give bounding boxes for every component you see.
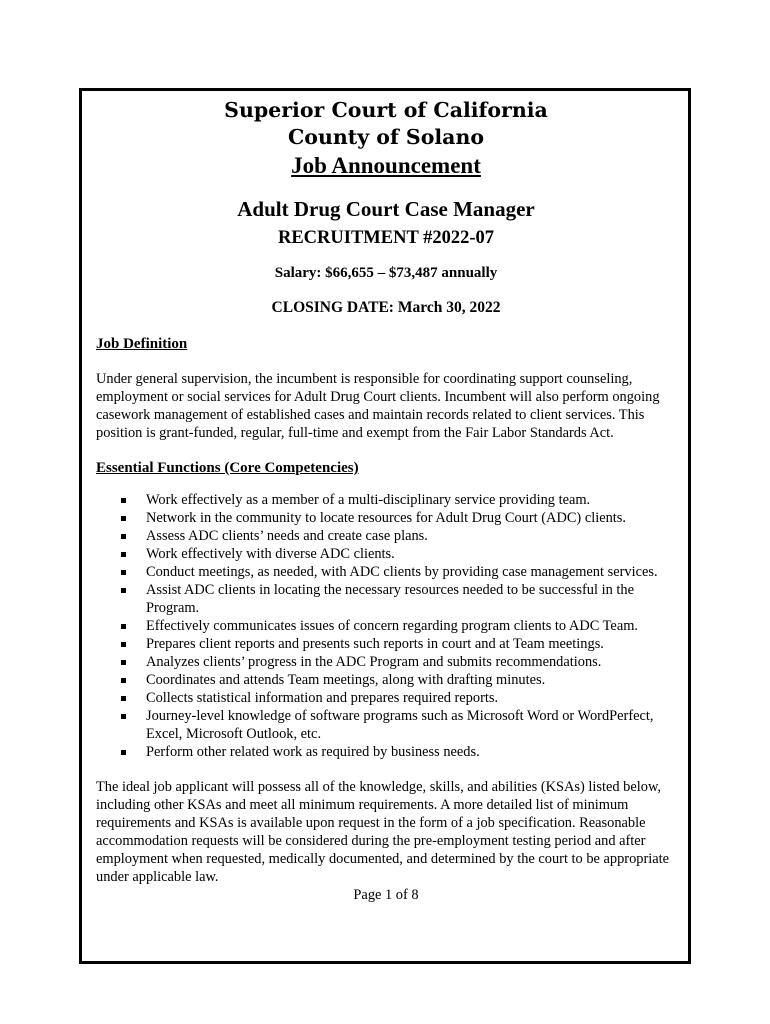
square-bullet-icon: [121, 624, 126, 629]
list-item: Analyzes clients’ progress in the ADC Program and submits recommendations.: [96, 653, 676, 671]
essential-functions-list: [96, 491, 676, 761]
essential-functions-heading: Essential Functions (Core Competencies): [96, 460, 359, 476]
list-item: Perform other related work as required by business needs.: [96, 743, 676, 761]
square-bullet-icon: [121, 552, 126, 557]
position-title: Adult Drug Court Case Manager: [237, 197, 535, 221]
list-item: Network in the community to locate resources for Adult Drug Court (ADC) clients.: [96, 509, 676, 527]
salary-line: Salary: $66,655 – $73,487 annually: [274, 265, 498, 281]
job-definition-text: Under general supervision, the incumbent is responsible for coordinating support counseling, employment or social services for Adult Drug Court clients. Incumbent will also perform ongoing casework management of established cases and maintain records related to client services. This position is grant-funded, regular, full-time and exempt from the Fair Labor Standards Act.: [96, 371, 660, 441]
square-bullet-icon: [121, 570, 126, 575]
list-item: Work effectively as a member of a multi-disciplinary service providing team.: [96, 491, 676, 509]
square-bullet-icon: [121, 714, 126, 719]
square-bullet-icon: [121, 678, 126, 683]
document-content: [96, 91, 676, 904]
list-item: Prepares client reports and presents such reports in court and at Team meetings.: [96, 635, 676, 653]
square-bullet-icon: [121, 750, 126, 755]
square-bullet-icon: [121, 498, 126, 503]
list-item: Collects statistical information and prepares required reports.: [96, 689, 676, 707]
square-bullet-icon: [121, 534, 126, 539]
ksa-paragraph: The ideal job applicant will possess all of the knowledge, skills, and abilities (KSAs) listed below, including other KSAs and meet all minimum requirements. A more detailed list of minimum requirements and KSAs is available upon request in the form of a job specification. Reasonable accommodation requests will be considered during the pre-employment testing period and after employment when requested, medically documented, and determined by the court to be appropriate under applicable law.: [96, 779, 670, 885]
square-bullet-icon: [121, 588, 126, 593]
court-name: Superior Court of California: [224, 98, 548, 122]
list-item: Journey-level knowledge of software programs such as Microsoft Word or WordPerfect, Excel, Microsoft Outlook, etc.: [96, 707, 676, 743]
list-item: Coordinates and attends Team meetings, along with drafting minutes.: [96, 671, 676, 689]
square-bullet-icon: [121, 516, 126, 521]
list-item: Conduct meetings, as needed, with ADC clients by providing case management services.: [96, 563, 676, 581]
closing-date: CLOSING DATE: March 30, 2022: [271, 299, 501, 316]
list-item: Assess ADC clients’ needs and create case plans.: [96, 527, 676, 545]
page-number: Page 1 of 8: [353, 887, 419, 903]
job-definition-heading: Job Definition: [96, 336, 188, 352]
county-name: County of Solano: [287, 125, 485, 149]
list-item: Assist ADC clients in locating the necessary resources needed to be successful in the Program.: [96, 581, 676, 617]
square-bullet-icon: [121, 642, 126, 647]
square-bullet-icon: [121, 696, 126, 701]
square-bullet-icon: [121, 660, 126, 665]
list-item: Work effectively with diverse ADC clients.: [96, 545, 676, 563]
document-page-frame: [79, 88, 691, 964]
document-type-heading: Job Announcement: [291, 153, 481, 178]
list-item: Effectively communicates issues of concern regarding program clients to ADC Team.: [96, 617, 676, 635]
recruitment-number: RECRUITMENT #2022-07: [277, 228, 495, 248]
